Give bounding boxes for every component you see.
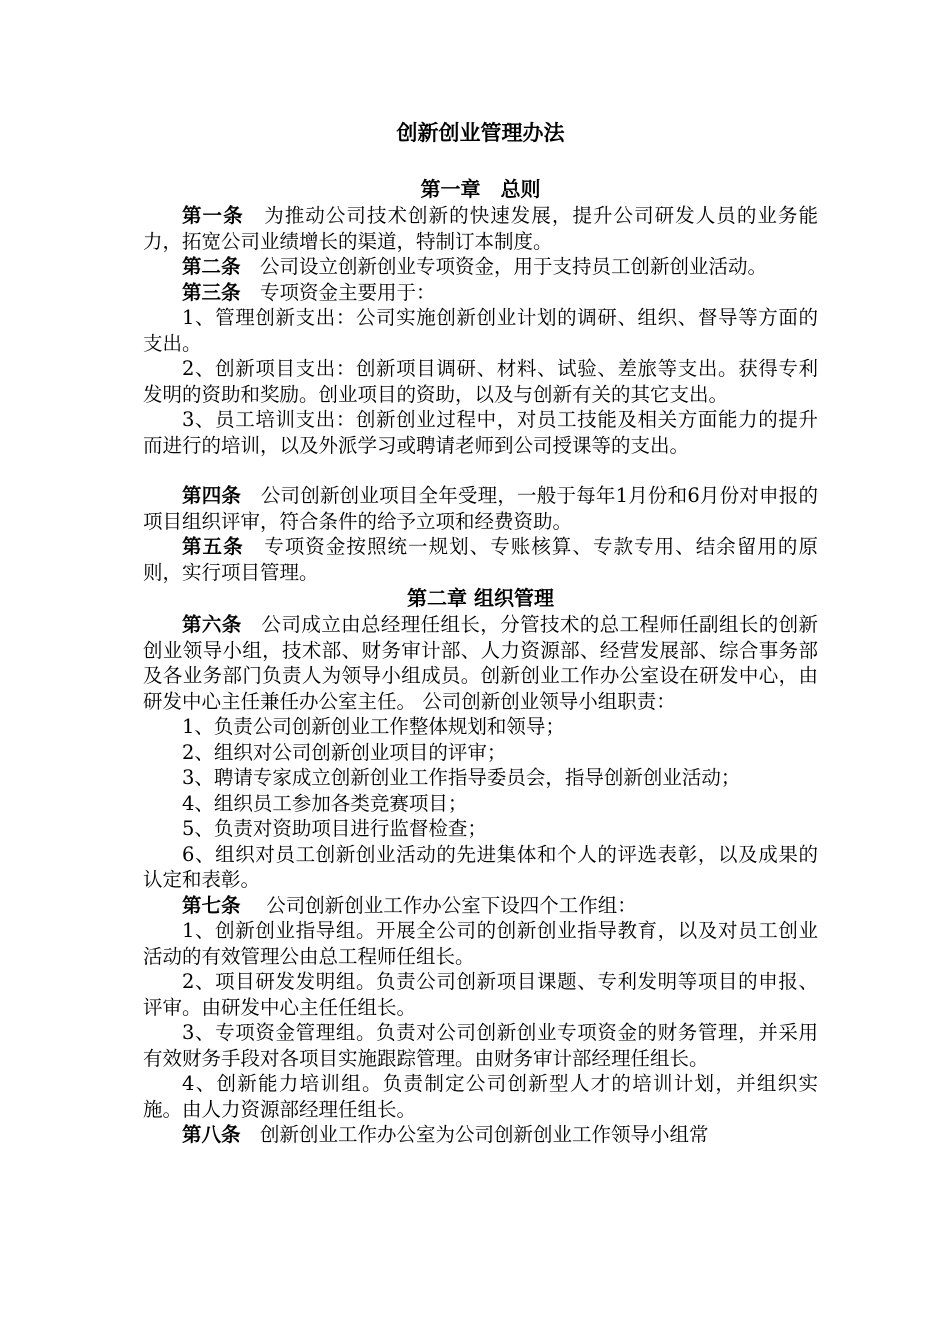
- article-6-item: 2、组织对公司创新创业项目的评审；: [182, 740, 507, 764]
- document-body: [143, 118, 818, 1148]
- article-7-label: 第七条: [182, 893, 241, 917]
- article-4-label: 第四条: [182, 484, 242, 507]
- article-2-text: 公司设立创新创业专项资金，用于支持员工创新创业活动。: [240, 255, 768, 278]
- article-3-item: 2、创新项目支出：创新项目调研、材料、试验、差旅等支出。获得专利发明的资助和奖励。创业项目的资助，以及与创新有关的其它支出。: [143, 357, 818, 406]
- article-1: [143, 203, 818, 254]
- article-6-item: 6、组织对员工创新创业活动的先进集体和个人的评选表彰，以及成果的认定和表彰。: [143, 842, 818, 891]
- article-1-label: 第一条: [182, 204, 244, 227]
- article-3-item: 3、员工培训支出：创新创业过程中，对员工技能及相关方面能力的提升而进行的培训，以及外派学习或聘请老师到公司授课等的支出。: [143, 408, 818, 457]
- article-8-label: 第八条: [182, 1123, 241, 1146]
- article-3-label: 第三条: [182, 280, 241, 304]
- article-3: [143, 280, 818, 306]
- article-7: [143, 893, 818, 919]
- article-5-label: 第五条: [182, 535, 244, 558]
- article-1-text: 为推动公司技术创新的快速发展，提升公司研发人员的业务能力，拓宽公司业绩增长的渠道，特制订本制度。: [143, 204, 818, 253]
- article-7-item: 2、项目研发发明组。负责公司创新项目课题、专利发明等项目的申报、评审。由研发中心主任任组长。: [143, 970, 818, 1019]
- article-3-text: 专项资金主要用于：: [240, 280, 436, 304]
- article-6-text: 公司成立由总经理任组长，分管技术的总工程师任副组长的创新创业领导小组，技术部、财务审计部、人力资源部、经营发展部、综合事务部及各业务部门负责人为领导小组成员。创新创业工作办公室设在研发中心，由研发中心主任兼任办公室主任。 公司创新创业领导小组职责：: [143, 613, 818, 713]
- article-7-item: 1、创新创业指导组。开展全公司的创新创业指导教育，以及对员工创业活动的有效管理公由总工程师任组长。: [143, 919, 818, 968]
- article-2: [143, 254, 818, 280]
- article-6-item: 1、负责公司创新创业工作整体规划和领导；: [182, 715, 565, 738]
- article-2-label: 第二条: [182, 255, 241, 278]
- article-4-text: 公司创新创业项目全年受理，一般于每年1月份和6月份对申报的项目组织评审，符合条件的给予立项和经费资助。: [143, 484, 818, 533]
- article-8: [143, 1122, 818, 1148]
- chapter-2-heading: 第二章 组织管理: [407, 586, 554, 610]
- chapter-1-heading: 第一章 总则: [420, 177, 541, 201]
- article-3-item: 1、管理创新支出：公司实施创新创业计划的调研、组织、督导等方面的支出。: [143, 306, 818, 355]
- article-4: [143, 483, 818, 534]
- article-6-item: 4、组织员工参加各类竞赛项目；: [182, 791, 468, 815]
- article-6-item: 5、负责对资助项目进行监督检查；: [182, 817, 487, 840]
- article-6-label: 第六条: [182, 613, 242, 636]
- article-8-text: 创新创业工作办公室为公司创新创业工作领导小组常: [240, 1123, 709, 1146]
- paragraph-gap: [143, 458, 818, 483]
- article-7-text: 公司创新创业工作办公室下设四个工作组：: [240, 893, 637, 917]
- article-5: [143, 534, 818, 585]
- article-6: [143, 612, 818, 714]
- article-6-item: 3、聘请专家成立创新创业工作指导委员会，指导创新创业活动；: [182, 766, 741, 789]
- article-5-text: 专项资金按照统一规划、专账核算、专款专用、结余留用的原则，实行项目管理。: [143, 535, 818, 584]
- article-7-item: 4、创新能力培训组。负责制定公司创新型人才的培训计划，并组织实施。由人力资源部经理任组长。: [143, 1072, 818, 1121]
- document-title: 创新创业管理办法: [396, 120, 565, 145]
- article-7-item: 3、专项资金管理组。负责对公司创新创业专项资金的财务管理，并采用有效财务手段对各项目实施跟踪管理。由财务审计部经理任组长。: [143, 1021, 818, 1070]
